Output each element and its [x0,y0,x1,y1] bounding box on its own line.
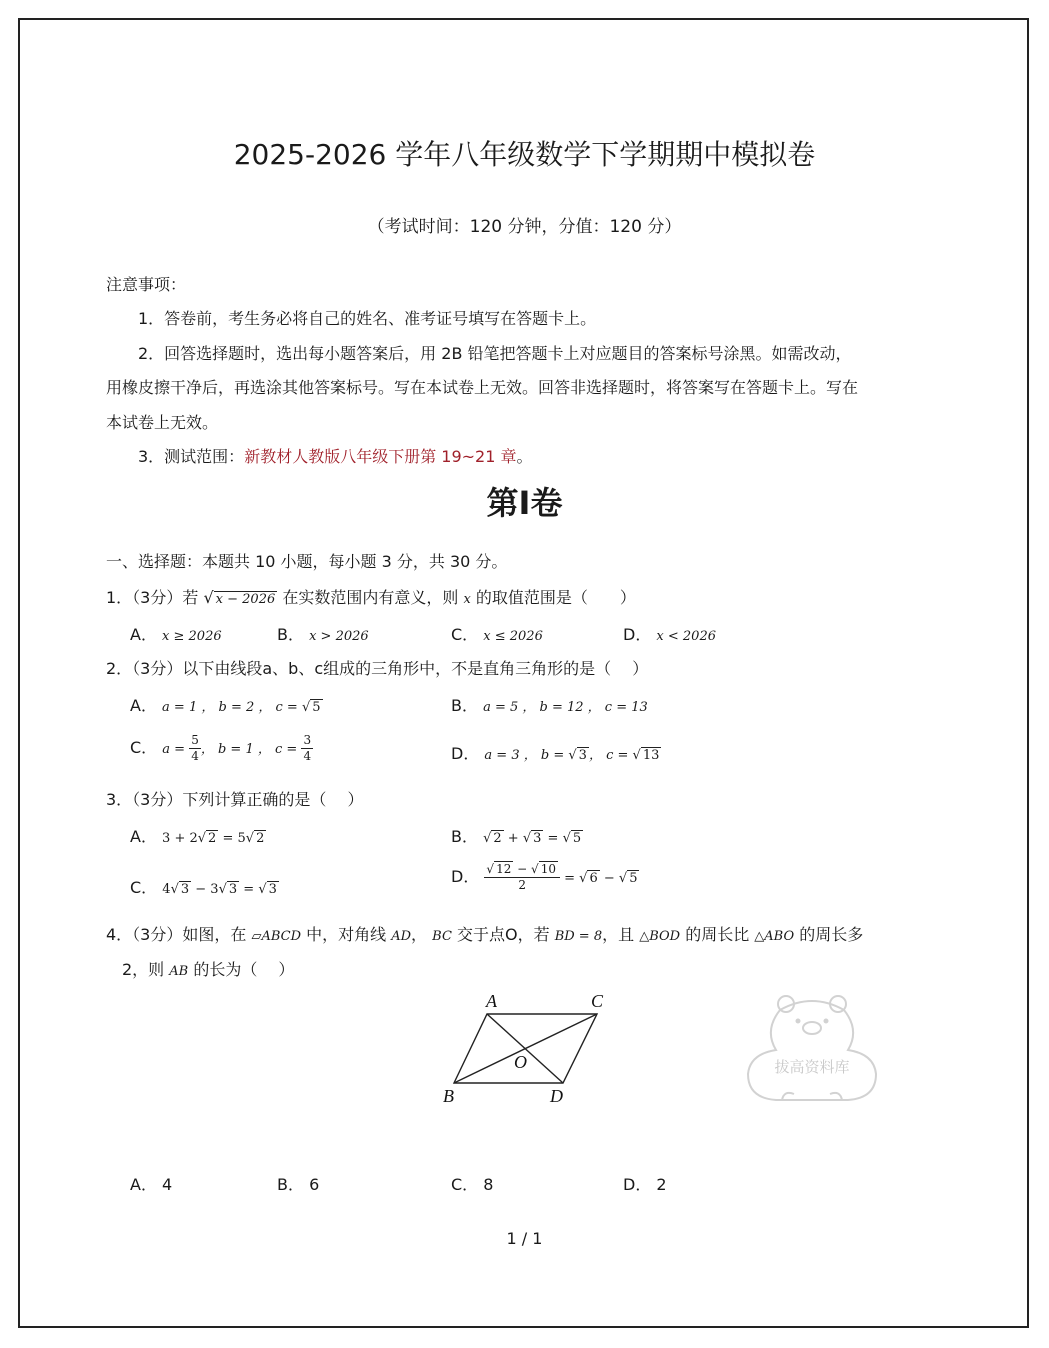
option-label: B． [451,827,478,846]
q4-text: 2，则 [122,960,165,979]
triangle-abo: △ABO [754,929,795,944]
q2-option-a: A． a = 1 ， b = 2 ， c = √ 5 [130,696,321,715]
q4-text: 的周长比 [685,925,750,944]
option-value: 2 [656,1175,667,1194]
q3-option-c: C． 4√ 3 − 3√ 3 = √ 3 [130,878,277,897]
q1-option-b [277,622,369,645]
option-value: x ≤ 2026 [483,629,543,644]
option-label: B． [451,696,478,715]
bd-equation: BD = 8 [554,929,603,944]
q4-text: 的长为（ ） [193,960,295,979]
q4-option-b [277,1172,319,1195]
question-1-stem [106,585,636,608]
vertex-label-d: D [550,1086,563,1106]
option-label: A． [130,696,157,715]
page-title: 2025-2026 学年八年级数学下学期期中模拟卷 [233,138,816,171]
radicand: 2 [208,831,217,846]
test-scope: 新教材人教版八年级下册第 19~21 章 [244,447,517,466]
radicand: 10 [540,862,556,876]
note-3 [138,444,533,467]
option-label: D． [451,867,480,886]
q4-text: 的周长多 [799,925,864,944]
option-value: = [559,871,580,886]
fraction [301,733,313,764]
option-value: 3 + 2 [162,831,198,846]
q4-text: 交于点O，若 [457,925,550,944]
radicand: 3 [228,882,238,897]
option-label: B． [277,625,304,644]
page-number: 1 / 1 [506,1229,543,1248]
note-3-suffix: 。 [516,447,533,466]
option-label: A． [130,827,157,846]
radicand: 6 [589,871,598,886]
q4-option-c [451,1172,493,1195]
diagonal-bc [454,1014,597,1083]
q2-option-c [130,733,313,764]
question-3-stem: 3．（3分）下列计算正确的是（ ） [106,790,364,809]
notes-heading: 注意事项： [106,275,187,294]
option-value: 4 [162,882,171,897]
option-value: a = 5 ， b = 12 ， c = 13 [483,700,648,715]
option-label: C． [130,738,158,757]
q4-text: ， [411,925,428,944]
option-value: = [239,882,259,897]
fraction [189,733,201,764]
numerator: 3 [303,733,312,747]
note-1: 1．答卷前，考生务必将自己的姓名、准考证号填写在答题卡上。 [138,309,597,328]
question-4-stem-line2 [122,957,294,980]
denominator: 2 [518,878,527,892]
parallelogram-name: ▱ABCD [251,929,302,944]
radicand: 2 [493,831,502,846]
radicand: x − 2026 [215,592,276,607]
option-label: D． [623,625,652,644]
q3-option-a: A． 3 + 2√ 2 = 5√ 2 [130,827,265,846]
option-value: ， c = [588,748,633,763]
triangle-bod: △BOD [639,929,681,944]
q1-stem-end: 的取值范围是（ ） [475,588,636,607]
note-2-line2: 用橡皮擦干净后，再选涂其他答案标号。写在本试卷上无效。回答非选择题时，将答案写在答题卡上。写在 [106,378,859,397]
option-label: C． [451,625,479,644]
vertex-label-b: B [443,1086,454,1106]
q4-text: 中，对角线 [306,925,387,944]
variable-x: x [463,592,471,607]
denominator: 4 [191,749,199,763]
vertex-label-c: C [591,991,604,1011]
q1-option-a [130,622,222,645]
sqrt-expression: √ x − 2026 [203,588,276,607]
option-value: a = 3 ， b = [484,748,569,763]
option-value: = 5 [218,831,246,846]
q1-option-c [451,622,543,645]
minus: − [513,862,532,876]
q3-option-b: B． √ 2 + √ 3 = √ 5 [451,827,582,846]
radicand: 2 [256,831,265,846]
option-label: B． [277,1175,304,1194]
option-value: 4 [162,1175,173,1194]
option-label: A． [130,1175,157,1194]
option-label: A． [130,625,157,644]
center-label-o: O [514,1052,527,1072]
bear-watermark-logo [742,990,882,1108]
note-2-line3: 本试卷上无效。 [106,413,219,432]
volume-heading: 第Ⅰ卷 [486,484,563,522]
radicand: 3 [533,831,542,846]
option-value: x ≥ 2026 [162,629,222,644]
fraction: $\frac{√ 12 - √ 10}{2}$ [484,862,560,893]
q2-option-d: D． a = 3 ， b = √ 3 ， c = √ 13 [451,744,660,763]
option-value: − 3 [191,882,219,897]
question-4-stem-line1 [106,922,863,945]
radicand: 3 [180,882,190,897]
option-label: C． [451,1175,479,1194]
option-value: 8 [483,1175,494,1194]
option-value: x < 2026 [656,629,716,644]
q1-number: 1．（3分）若 [106,588,199,607]
parallelogram-figure [430,985,630,1110]
segment-bc: BC [432,929,452,944]
option-value: + [503,831,523,846]
section-1-heading: 一、选择题：本题共 10 小题，每小题 3 分，共 30 分。 [106,552,508,571]
radicand: 3 [578,748,587,763]
q4-text: 4．（3分）如图，在 [106,925,247,944]
denominator: 4 [303,749,312,763]
radicand: 3 [268,882,277,897]
option-value: a = [162,742,190,757]
vertex-label-a: A [486,991,497,1011]
option-value: a = 1 ， b = 2 ， c = [162,700,302,715]
radicand: 5 [312,700,321,715]
radicand: 5 [629,871,638,886]
note-3-prefix: 3．测试范围： [138,447,245,466]
option-value: ， b = 1 ， c = [200,742,302,757]
q4-text: ，且 [602,925,635,944]
radicand: 5 [572,831,582,846]
option-label: D． [623,1175,652,1194]
q3-option-d: D． $\frac{√ 12 - √ 10}{2}$ = √ 6 − √ 5 [451,862,638,892]
watermark-text: 拔高资料库 [774,1059,850,1076]
option-label: C． [130,878,158,897]
segment-ab: AB [169,964,189,979]
q4-option-a [130,1172,172,1195]
option-value: − [599,871,619,886]
option-value: = [543,831,563,846]
q4-option-d [623,1172,667,1195]
segment-ad: AD [391,929,412,944]
numerator: 5 [191,733,199,747]
question-2-stem: 2．（3分）以下由线段a、b、c组成的三角形中，不是直角三角形的是（ ） [106,659,649,678]
q2-option-b [451,693,648,716]
option-value: x > 2026 [309,629,369,644]
q1-option-d [623,622,716,645]
exam-time-score: （考试时间：120 分钟，分值：120 分） [367,217,682,237]
option-label: D． [451,744,480,763]
q1-stem-middle: 在实数范围内有意义，则 [282,588,459,607]
note-2-line1: 2．回答选择题时，选出每小题答案后，用 2B 铅笔把答题卡上对应题目的答案标号涂黑。如需改动， [138,344,852,363]
option-value: 6 [309,1175,320,1194]
radicand: 12 [496,862,512,876]
radicand: 13 [642,748,660,763]
